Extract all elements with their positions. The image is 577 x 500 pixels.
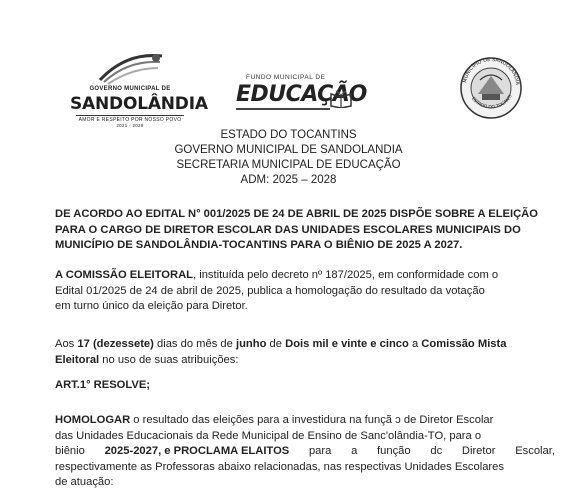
homologate-keyword: HOMOLOGAR: [55, 414, 131, 426]
paragraph-text: dias do mês de: [153, 338, 236, 350]
month-value: junho: [235, 338, 267, 350]
divider: [236, 108, 330, 110]
divider: [76, 115, 184, 116]
paragraph-date: [55, 337, 555, 368]
seal-bottom-text: ESTADO DO TOCANTI: [470, 94, 514, 111]
paragraph-justified-line: [55, 444, 555, 460]
paragraph-text: , instituída pelo decreto nº 187/2025, em conformidade com o: [193, 269, 499, 281]
education-logo-word: EDUCAÇÃO: [236, 82, 367, 107]
paragraph-homologation: [55, 413, 555, 491]
commission-name: Eleitoral: [55, 353, 100, 366]
paragraph-text: em turno único da eleição para Diretor.: [55, 300, 248, 312]
government-logo-top-text: GOVERNO MUNICIPAL DE: [89, 86, 171, 92]
paragraph-text: a: [408, 338, 422, 350]
education-logo: [236, 74, 367, 114]
paragraph-text: respectivamente as Professoras abaixo relacionadas, nas respectivas Unidades Escolares: [55, 460, 504, 473]
government-logo-term: 2021 - 2028: [116, 123, 144, 128]
book-icon: [330, 90, 352, 108]
paragraph-text: de atuação:: [55, 476, 114, 488]
government-logo-motto: AMOR E RESPEITO POR NOSSO POVO: [78, 117, 182, 123]
paragraph-word: Escolar,: [515, 445, 555, 457]
proclamation-keyword: 2025-2027, e PROCLAMA ELAITOS: [104, 445, 290, 457]
header-state: ESTADO DO TOCANTINS: [220, 129, 357, 141]
header-administration: ADM: 2025 – 2028: [240, 174, 337, 186]
paragraph-text: Edital 01/2025 de 24 de abril de 2025, publica a homologação do resultado da votação: [55, 284, 485, 297]
paragraph-word: para: [308, 445, 332, 457]
paragraph-commission: [55, 268, 555, 315]
year-value: Dois mil e vinte e cinco: [285, 338, 409, 350]
paragraph-word: biênio: [55, 445, 85, 457]
paragraph-word: função: [377, 445, 411, 457]
paragraph-text: das Unidades Educacionais da Rede Municipal de Ensino de Sanc'olândia-TO, para o: [55, 429, 482, 442]
swoosh-emblem-icon: [96, 50, 166, 86]
paragraph-word: Diretor: [461, 445, 496, 457]
article-heading: ART.1° RESOLVE;: [55, 379, 151, 391]
commission-name: Comissão Mista: [421, 338, 507, 350]
paragraph-text: o resultado das eleições para a investidura na funçã ɔ de Diretor Escolar: [130, 414, 494, 426]
header-secretariat: SECRETARIA MUNICIPAL DE EDUCAÇÃO: [176, 159, 401, 171]
title-line: PARA O CARGO DE DIRETOR ESCOLAR DAS UNIDADES ESCOLARES MUNICIPAIS DO: [55, 223, 521, 236]
title-line: MUNICÍPIO DE SANDOLÂNDIA-TOCANTINS PARA O BIÊNIO DE 2025 A 2027.: [55, 239, 463, 251]
document-title: [55, 207, 555, 254]
day-value: 17 (dezessete): [77, 338, 154, 350]
government-logo: [70, 50, 208, 128]
paragraph-text: Aos: [55, 338, 78, 350]
commission-name: A COMISSÃO ELEITORAL: [55, 269, 193, 281]
paragraph-word: dc: [430, 445, 443, 457]
municipal-seal-icon: [458, 46, 524, 130]
paragraph-text: no uso de suas atribuições:: [99, 353, 239, 366]
seal-top-text: MUNICÍPIO DE SANDOLÂNDIA: [462, 56, 521, 86]
title-line: DE ACORDO AO EDITAL N° 001/2025 DE 24 DE ABRIL DE 2025 DISPÕE SOBRE A ELEIÇÃO: [55, 208, 538, 220]
header-government: GOVERNO MUNICIPAL DE SANDOLANDIA: [174, 144, 403, 156]
paragraph-text: de: [266, 338, 286, 350]
document-header: [0, 128, 577, 188]
paragraph-word: a: [351, 445, 358, 457]
education-logo-top-text: FUNDO MUNICIPAL DE: [246, 74, 326, 81]
government-logo-name: SANDOLÂNDIA: [70, 94, 208, 114]
